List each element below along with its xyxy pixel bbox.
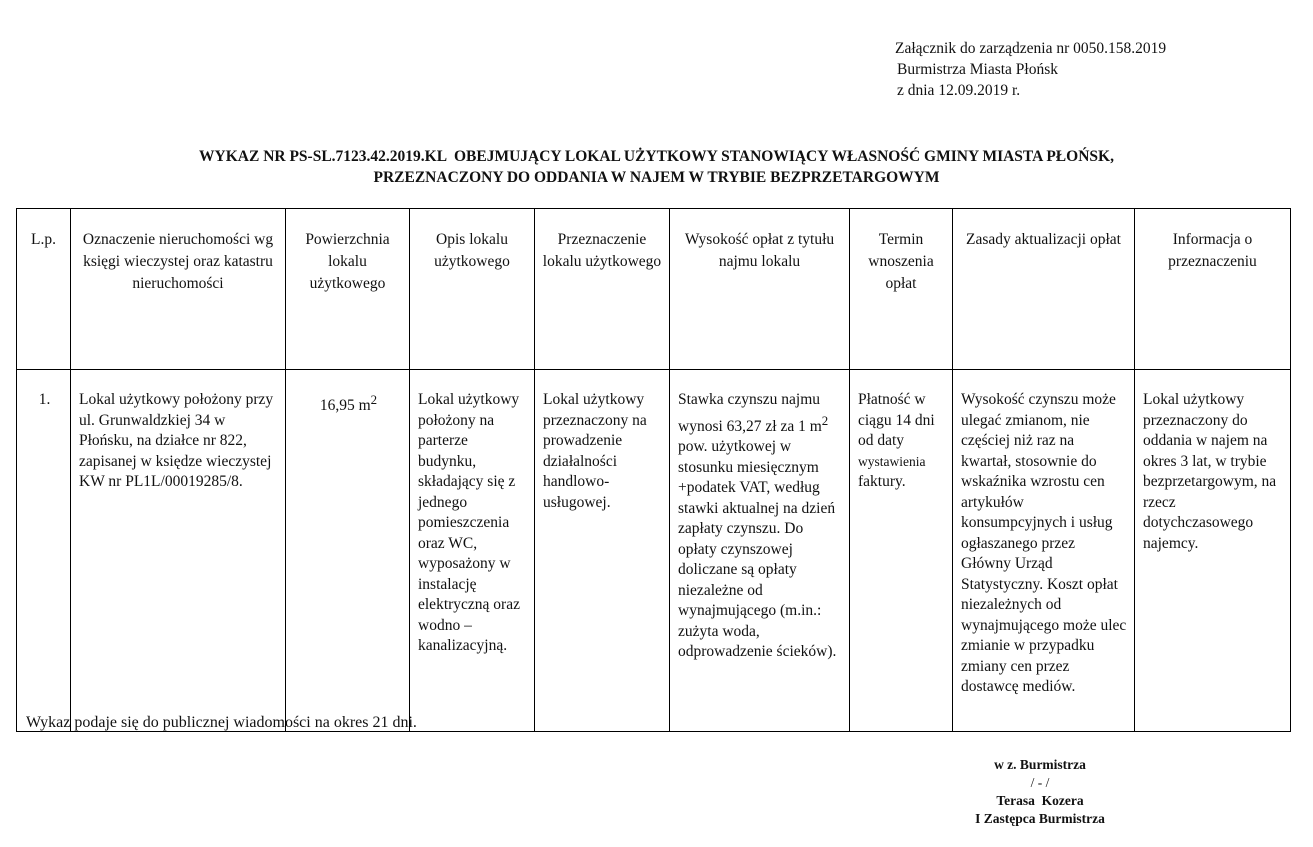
header-informacja: Informacja o przeznaczeniu xyxy=(1135,209,1291,370)
signature-block xyxy=(940,756,1140,828)
signature-name: Terasa Kozera xyxy=(996,793,1084,808)
annex-line-1: Załącznik do zarządzenia nr 0050.158.2019 xyxy=(895,40,1167,57)
signature-line-1: w z. Burmistrza xyxy=(994,757,1086,772)
term-text-2: faktury. xyxy=(858,473,906,490)
cell-opis: Lokal użytkowy położony na parterze budynku, składający się z jednego pomieszczenia oraz WC, wyposażony w instalację elektryczną oraz wodno – kanalizacyjną. xyxy=(410,370,535,732)
document-title xyxy=(0,146,1313,188)
header-termin: Termin wnoszenia opłat xyxy=(850,209,953,370)
title-line-2: PRZEZNACZONY DO ODDANIA W NAJEM W TRYBIE BEZPRZETARGOWYM xyxy=(373,169,940,186)
signature-position: I Zastępca Burmistrza xyxy=(975,811,1105,826)
header-powierzchnia: Powierzchnia lokalu użytkowego xyxy=(286,209,410,370)
annex-header xyxy=(895,38,1166,101)
table-row xyxy=(17,370,1291,732)
cell-termin xyxy=(850,370,953,732)
table-header-row xyxy=(17,209,1291,370)
header-lp: L.p. xyxy=(17,209,71,370)
area-unit-superscript: 2 xyxy=(370,392,378,407)
cell-oznaczenie: Lokal użytkowy położony przy ul. Grunwaldzkiej 34 w Płońsku, na działce nr 822, zapisanej w księdze wieczystej KW nr PL1L/00019285/8. xyxy=(71,370,286,732)
title-line-1: WYKAZ NR PS-SL.7123.42.2019.KL OBEJMUJĄCY LOKAL UŻYTKOWY STANOWIĄCY WŁASNOŚĆ GMINY MIASTA PŁOŃSK, xyxy=(199,148,1114,165)
header-oznaczenie: Oznaczenie nieruchomości wg księgi wieczystej oraz katastru nieruchomości xyxy=(71,209,286,370)
header-opis: Opis lokalu użytkowego xyxy=(410,209,535,370)
publication-note: Wykaz podaje się do publicznej wiadomości na okres 21 dni. xyxy=(26,714,417,731)
signature-line-2: / - / xyxy=(1030,775,1050,790)
fee-text-1: Stawka czynszu najmu wynosi 63,27 zł za 1 m xyxy=(678,391,822,435)
cell-lp: 1. xyxy=(17,370,71,732)
property-list-table xyxy=(16,208,1291,732)
term-text-1: Płatność w ciągu 14 dni od daty xyxy=(858,391,935,449)
header-przeznaczenie: Przeznaczenie lokalu użytkowego xyxy=(535,209,670,370)
cell-przeznaczenie: Lokal użytkowy przeznaczony na prowadzenie działalności handlowo-usługowej. xyxy=(535,370,670,732)
term-text-small: wystawienia xyxy=(858,453,926,469)
annex-line-3: z dnia 12.09.2019 r. xyxy=(897,82,1021,99)
header-wysokosc-oplat: Wysokość opłat z tytułu najmu lokalu xyxy=(670,209,850,370)
fee-unit-superscript: 2 xyxy=(821,412,829,428)
annex-line-2: Burmistrza Miasta Płońsk xyxy=(897,61,1059,78)
cell-zasady: Wysokość czynszu może ulegać zmianom, nie częściej niż raz na kwartał, stosownie do wskaźnika wzrostu cen artykułów konsumpcyjnych i usług ogłaszanego przez Główny Urząd Statystyczny. Koszt opłat niezależnych od wynajmującego może ulec zmianie w przypadku zmiany cen przez dostawcę mediów. xyxy=(953,370,1135,732)
area-value: 16,95 m xyxy=(319,397,371,415)
cell-powierzchnia xyxy=(286,370,410,732)
fee-text-2: pow. użytkowej w stosunku miesięcznym +podatek VAT, według stawki aktualnej na dzień zapłaty czynszu. Do opłaty czynszowej doliczane są opłaty niezależne od wynajmującego (m.in.: zużyta woda, odprowadzenie ścieków). xyxy=(678,438,837,661)
cell-informacja: Lokal użytkowy przeznaczony do oddania w najem na okres 3 lat, w trybie bezprzetargowym, na rzecz dotychczasowego najemcy. xyxy=(1135,370,1291,732)
cell-wysokosc-oplat xyxy=(670,370,850,732)
header-zasady: Zasady aktualizacji opłat xyxy=(953,209,1135,370)
